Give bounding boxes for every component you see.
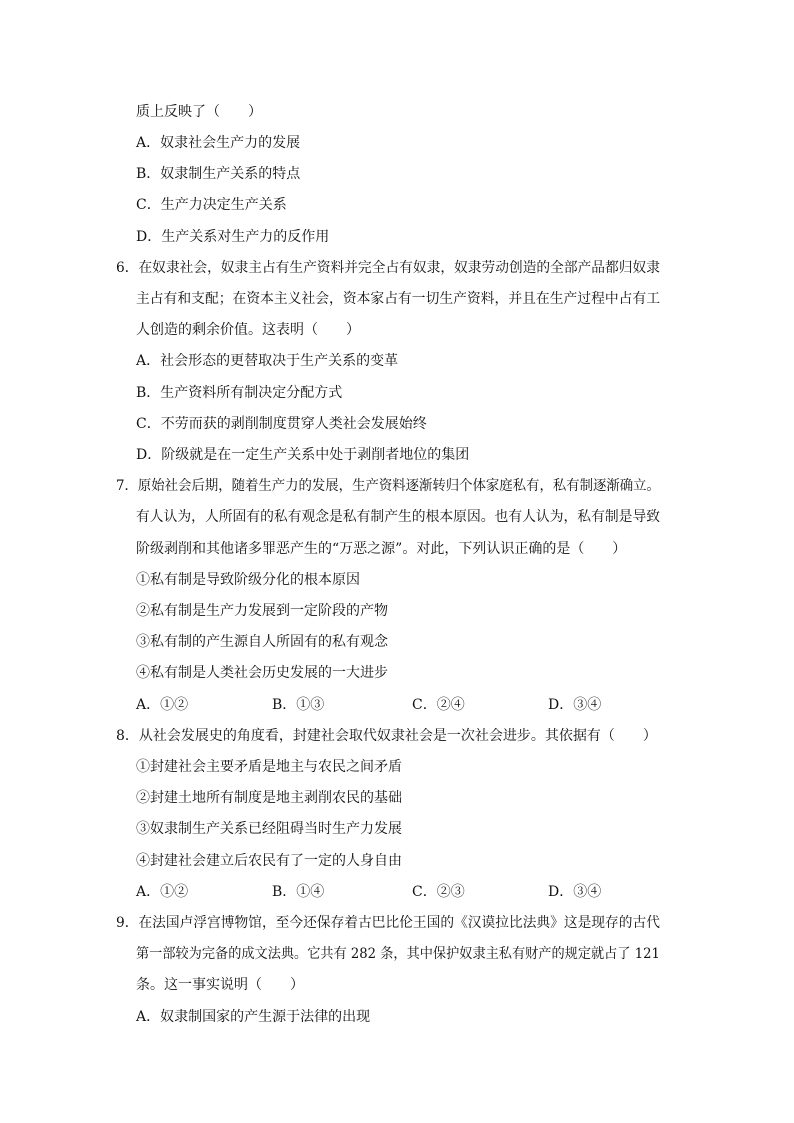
q7-option-b: B．①③ — [272, 697, 325, 713]
q7-option-a: A．①② — [136, 697, 189, 713]
q8-statement-3: ③奴隶制生产关系已经阻碍当时生产力发展 — [136, 821, 402, 837]
q8-stem: 8．从社会发展史的角度看，封建社会取代奴隶社会是一次社会进步。其依据有（ ） — [116, 728, 657, 744]
q9-stem-line-2: 第一部较为完备的成文法典。它共有 282 条，其中保护奴隶主私有财产的规定就占了 121 — [136, 946, 660, 962]
q7-stem-line-2: 有人认为，人所固有的私有观念是私有制产生的根本原因。也有人认为，私有制是导致 — [136, 509, 661, 525]
q5-option-d: D．生产关系对生产力的反作用 — [136, 229, 330, 245]
q8-option-c: C．②③ — [412, 884, 465, 900]
q7-stem-line-3: 阶级剥削和其他诸多罪恶产生的“万恶之源”。对此，下列认识正确的是（ ） — [136, 541, 627, 557]
q8-statement-4: ④封建社会建立后农民有了一定的人身自由 — [136, 853, 402, 869]
q9-stem-line-1: 9．在法国卢浮宫博物馆，至今还保存着古巴比伦王国的《汉谟拉比法典》这是现存的古代 — [116, 915, 660, 931]
q6-option-b: B．生产资料所有制决定分配方式 — [136, 385, 343, 401]
q8-option-a: A．①② — [136, 884, 189, 900]
q5-stem-tail: 质上反映了（ ） — [136, 104, 262, 120]
q8-option-b: B．①④ — [272, 884, 325, 900]
q7-statement-4: ④私有制是人类社会历史发展的一大进步 — [136, 665, 388, 681]
q6-option-d: D．阶级就是在一定生产关系中处于剥削者地位的集团 — [136, 447, 470, 463]
q9-option-a: A．奴隶制国家的产生源于法律的出现 — [136, 1009, 371, 1025]
q7-option-c: C．②④ — [412, 697, 465, 713]
q9-stem-line-3: 条。这一事实说明（ ） — [136, 977, 304, 993]
q8-statement-2: ②封建土地所有制度是地主剥削农民的基础 — [136, 790, 402, 806]
q6-stem-line-2: 主占有和支配；在资本主义社会，资本家占有一切生产资料，并且在生产过程中占有工 — [136, 291, 661, 307]
q7-statement-3: ③私有制的产生源自人所固有的私有观念 — [136, 634, 388, 650]
q6-stem-line-3: 人创造的剩余价值。这表明（ ） — [136, 322, 360, 338]
q8-option-d: D．③④ — [548, 884, 602, 900]
q5-option-b: B．奴隶制生产关系的特点 — [136, 166, 301, 182]
q8-statement-1: ①封建社会主要矛盾是地主与农民之间矛盾 — [136, 759, 402, 775]
q7-option-d: D．③④ — [548, 697, 602, 713]
q6-option-a: A．社会形态的更替取决于生产关系的变革 — [136, 353, 399, 369]
q6-stem-line-1: 6．在奴隶社会，奴隶主占有生产资料并完全占有奴隶，奴隶劳动创造的全部产品都归奴隶 — [116, 260, 660, 276]
q5-option-a: A．奴隶社会生产力的发展 — [136, 135, 301, 151]
q7-statement-1: ①私有制是导致阶级分化的根本原因 — [136, 572, 360, 588]
q5-option-c: C．生产力决定生产关系 — [136, 197, 287, 213]
q7-stem-line-1: 7．原始社会后期，随着生产力的发展，生产资料逐渐转归个体家庭私有，私有制逐渐确立。 — [116, 478, 660, 494]
q6-option-c: C．不劳而获的剥削制度贯穿人类社会发展始终 — [136, 416, 427, 432]
q7-statement-2: ②私有制是生产力发展到一定阶段的产物 — [136, 603, 388, 619]
